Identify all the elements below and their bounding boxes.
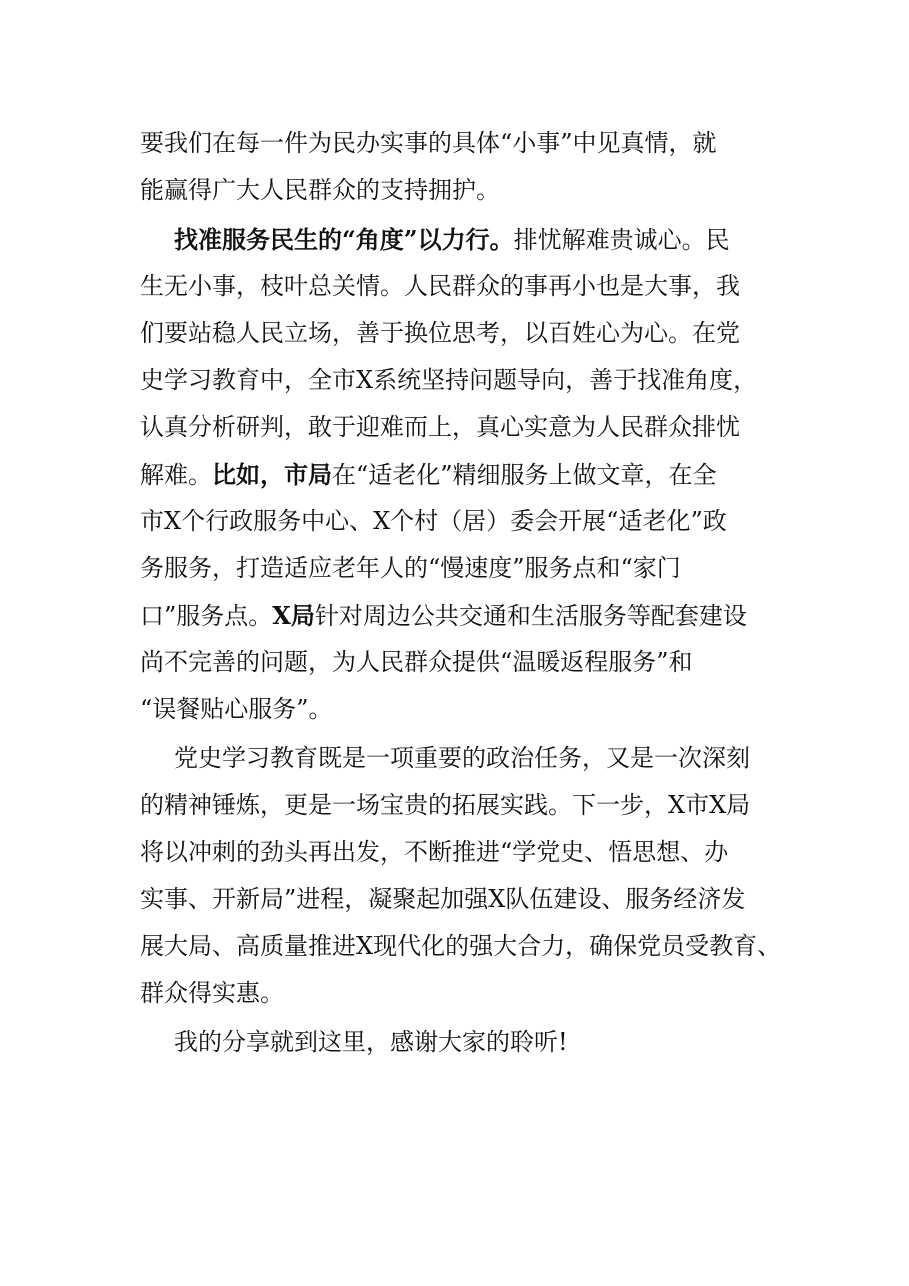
- text-run: 口”服务点。: [140, 602, 273, 630]
- text-line: 生无小事，枝叶总关情。人民群众的事再小也是大事，我: [140, 272, 740, 300]
- text-line: 的精神锤炼，更是一场宝贵的拓展实践。下一步，X市X局: [140, 791, 751, 819]
- text-line: [140, 451, 800, 498]
- text-run: 在“适老化”精细服务上做文章，在全: [332, 461, 717, 489]
- x-bureau-label: X局: [272, 601, 315, 630]
- text-line: 们要站稳人民立场，善于换位思考，以百姓心为心。在党: [140, 319, 740, 347]
- text-line: 务服务，打造适应老年人的“慢速度”服务点和“家门: [140, 554, 681, 582]
- text-line: 展大局、高质量推进X现代化的强大合力，确保党员受教育、: [140, 932, 782, 960]
- text-run: 针对周边公共交通和生活服务等配套建设: [314, 602, 747, 630]
- text-line: 群众得实惠。: [140, 979, 284, 1007]
- paragraph-3: [140, 735, 800, 1017]
- paragraph-4: [140, 1019, 800, 1066]
- text-run: 排忧解难贵诚心。民: [513, 226, 730, 254]
- text-line: 将以冲刺的劲头再出发，不断推进“学党史、悟思想、办: [140, 838, 729, 866]
- text-run: 解难。: [140, 461, 212, 489]
- section-heading: 找准服务民生的“角度”以力行。: [174, 225, 514, 254]
- closing-line: 我的分享就到这里，感谢大家的聆听!: [174, 1028, 568, 1056]
- example-label: 比如，市局: [212, 460, 332, 489]
- paragraph-1: [140, 120, 800, 214]
- paragraph-2: [140, 216, 800, 733]
- text-line: 史学习教育中，全市X系统坚持问题导向，善于找准角度，: [140, 366, 758, 394]
- text-line: “误餐贴心服务”。: [140, 695, 333, 723]
- text-line: 尚不完善的问题，为人民群众提供“温暖返程服务”和: [140, 648, 693, 676]
- text-line: 实事、开新局”进程，凝聚起加强X队伍建设、服务经济发: [140, 885, 746, 913]
- text-line: [140, 592, 800, 639]
- text-line: 市X个行政服务中心、X个村（居）委会开展“适老化”政: [140, 507, 727, 535]
- text-line: [140, 216, 800, 263]
- text-line: 认真分析研判，敢于迎难而上，真心实意为人民群众排忧: [140, 413, 740, 441]
- text-line: 党史学习教育既是一项重要的政治任务，又是一次深刻: [174, 744, 750, 772]
- text-line: 能赢得广大人民群众的支持拥护。: [140, 176, 500, 204]
- document-body: [140, 120, 800, 1066]
- text-line: 要我们在每一件为民办实事的具体“小事”中见真情，就: [140, 129, 717, 157]
